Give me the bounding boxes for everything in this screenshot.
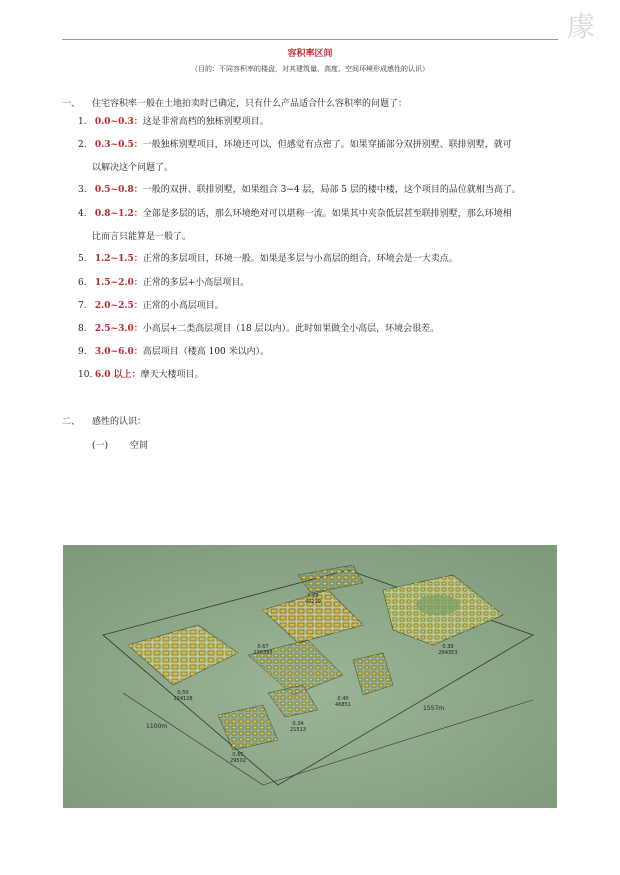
dimension-label-long: 1557m (423, 705, 445, 712)
plot-label-area: 136393 (253, 650, 273, 656)
item-range: 2.0~2.5： (94, 301, 143, 311)
page-subtitle: （目的：不同容积率的楼盘，对其建筑量、高度、空间环境形成感性的认识） (191, 65, 429, 73)
list-item (78, 366, 558, 385)
section-2-text: 感性的认识： (92, 417, 147, 427)
plot-label-ratio: 0.65 (232, 752, 244, 758)
item-range: 2.5~3.0： (94, 324, 143, 334)
item-text: 一般独栋别墅项目，环境还可以，但感觉有点密了。如果穿插部分双拼别墅、联排别墅，就可 (142, 140, 512, 150)
site-plan-illustration (63, 545, 557, 808)
item-number: 1. (78, 117, 87, 127)
item-range: 0.8~1.2： (94, 209, 143, 219)
item-number: 7. (78, 301, 87, 311)
plot-label-area: 264353 (438, 650, 458, 656)
item-text: 正常的小高层项目。 (142, 301, 224, 311)
plot-label-ratio: 0.50 (177, 690, 189, 696)
plot-label-area: 29502 (230, 758, 246, 764)
item-range: 1.5~2.0： (94, 278, 143, 288)
list-item-continuation: 比而言只能算是一般了。 (92, 232, 192, 242)
list-item (78, 136, 558, 155)
item-number: 8. (78, 324, 87, 334)
dimension-label-short: 1100m (146, 723, 168, 730)
site-plan-image (63, 545, 557, 808)
item-number: 9. (78, 347, 87, 357)
brand-logo: 豦 (566, 10, 595, 43)
list-item (78, 250, 558, 269)
plot-label-ratio: 0.39 (442, 644, 454, 650)
list-item (78, 181, 558, 200)
item-range: 0.5~0.8： (94, 185, 143, 195)
list-item (78, 320, 558, 339)
item-number: 6. (78, 278, 87, 288)
item-number: 10. (78, 370, 93, 380)
section-2-number: 二、 (62, 417, 81, 427)
plot-label-ratio: 0.29 (307, 593, 319, 599)
item-range: 0.3~0.5： (94, 140, 143, 150)
item-range: 6.0 以上： (94, 370, 141, 380)
item-text: 正常的多层项目，环境一般。如果是多层与小高层的组合，环境会是一大卖点。 (142, 254, 458, 264)
item-range: 3.0~6.0： (94, 347, 143, 357)
list-item (78, 297, 558, 316)
section-1-number: 一、 (62, 99, 81, 109)
list-item (78, 274, 558, 293)
item-text: 这是非常高档的独栋别墅项目。 (142, 117, 269, 127)
list-item (78, 113, 558, 132)
list-item-continuation: 以解决这个问题了。 (92, 163, 174, 173)
item-number: 3. (78, 185, 87, 195)
subsection-heading (92, 438, 170, 451)
header-rule (62, 39, 558, 40)
subsection-text: 空间 (130, 441, 149, 451)
plot-label-area: 46851 (335, 702, 351, 708)
plot-label-ratio: 0.34 (292, 721, 304, 727)
item-range: 1.2~1.5： (94, 254, 143, 264)
item-text: 小高层+二类高层项目（18 层以内）。此时如果做全小高层，环境会很差。 (142, 324, 440, 334)
list-item (78, 343, 558, 362)
item-text: 全部是多层的话，那么环境绝对可以堪称一流。如果其中夹杂低层甚至联排别墅，那么环境相 (142, 209, 512, 219)
subsection-number: (一) (92, 441, 109, 451)
item-number: 2. (78, 140, 87, 150)
section-1-text: 住宅容积率一般在土地拍卖时已确定，只有什么产品适合什么容积率的问题了： (92, 99, 408, 109)
item-text: 一般的双拼、联排别墅，如果组合 3~4 层，局部 5 层的楼中楼，这个项目的品位就相当高了。 (142, 185, 521, 195)
item-text: 摩天大楼项目。 (140, 370, 204, 380)
list-item (78, 205, 558, 224)
plot-label-area: 21513 (290, 727, 306, 733)
item-text: 正常的多层+小高层项目。 (142, 278, 250, 288)
item-number: 4. (78, 209, 87, 219)
item-text: 高层项目（楼高 100 米以内）。 (142, 347, 270, 357)
plot-label-area: 40239 (305, 599, 321, 605)
item-number: 5. (78, 254, 87, 264)
plot-label-area: 224128 (173, 696, 193, 702)
item-range: 0.0~0.3： (94, 117, 143, 127)
page-title: 容积率区间 (287, 49, 333, 59)
plot-label-ratio: 0.67 (257, 644, 269, 650)
plot-label-ratio: 0.40 (337, 696, 349, 702)
